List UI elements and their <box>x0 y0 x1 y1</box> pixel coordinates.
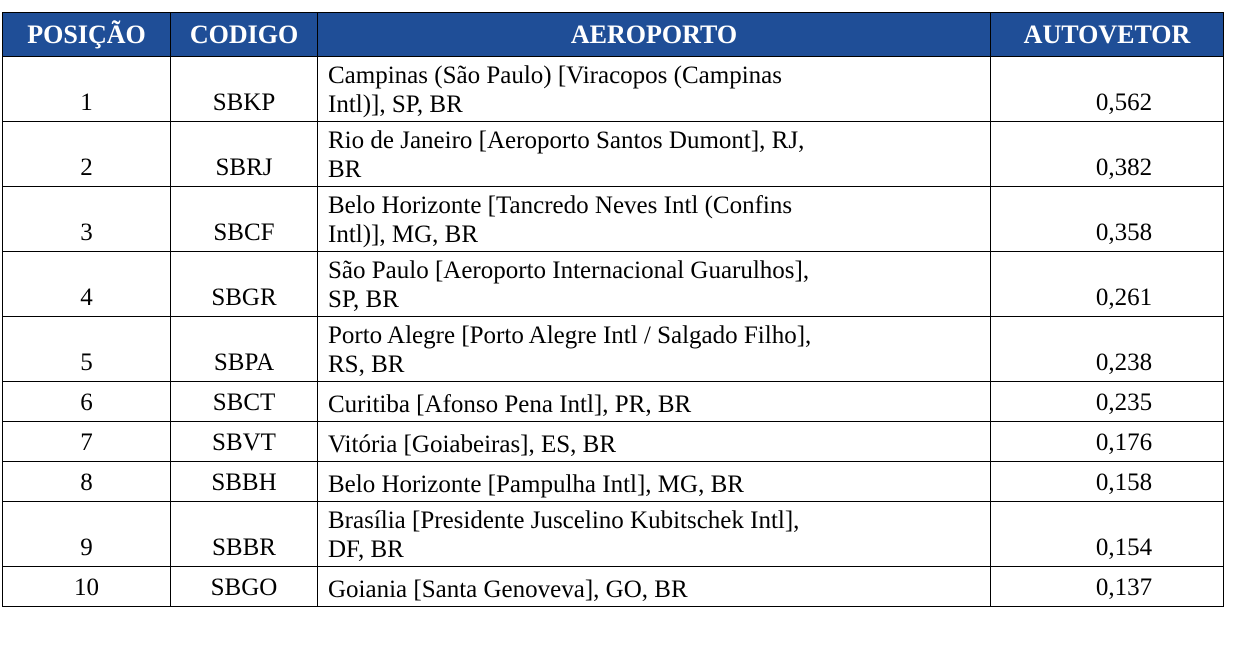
airport-line-1: Campinas (São Paulo) [Viracopos (Campinas <box>328 62 782 89</box>
position-cell: 6 <box>3 382 171 422</box>
table-row <box>3 422 1224 462</box>
position-cell: 4 <box>3 252 171 317</box>
table-row <box>3 57 1224 122</box>
table-row <box>3 187 1224 252</box>
eigenvector-cell: 0,238 <box>991 317 1224 382</box>
airport-cell <box>318 252 991 317</box>
eigenvector-cell: 0,235 <box>991 382 1224 422</box>
airport-line-1: São Paulo [Aeroporto Internacional Guarulhos], <box>328 257 810 284</box>
code-cell: SBRJ <box>171 122 318 187</box>
table-row <box>3 382 1224 422</box>
position-cell: 5 <box>3 317 171 382</box>
table-row <box>3 462 1224 502</box>
position-cell: 1 <box>3 57 171 122</box>
airport-cell <box>318 57 991 122</box>
eigenvector-cell: 0,261 <box>991 252 1224 317</box>
header-airport: AEROPORTO <box>318 13 991 57</box>
position-cell: 10 <box>3 567 171 607</box>
eigenvector-cell: 0,176 <box>991 422 1224 462</box>
position-cell: 3 <box>3 187 171 252</box>
airport-cell: Curitiba [Afonso Pena Intl], PR, BR <box>318 382 991 422</box>
eigenvector-cell: 0,382 <box>991 122 1224 187</box>
position-cell: 2 <box>3 122 171 187</box>
code-cell: SBGO <box>171 567 318 607</box>
position-cell: 8 <box>3 462 171 502</box>
code-cell: SBGR <box>171 252 318 317</box>
airport-cell <box>318 187 991 252</box>
table-row <box>3 502 1224 567</box>
header-position: POSIÇÃO <box>3 13 171 57</box>
table-row <box>3 122 1224 187</box>
eigenvector-cell: 0,562 <box>991 57 1224 122</box>
code-cell: SBVT <box>171 422 318 462</box>
airport-line-2: RS, BR <box>328 351 405 378</box>
table-row <box>3 317 1224 382</box>
airport-line-2: Intl)], SP, BR <box>328 91 463 118</box>
airport-cell <box>318 317 991 382</box>
code-cell: SBKP <box>171 57 318 122</box>
airport-cell: Vitória [Goiabeiras], ES, BR <box>318 422 991 462</box>
airport-eigenvector-table <box>2 12 1224 607</box>
header-eigenvector: AUTOVETOR <box>991 13 1224 57</box>
airport-cell <box>318 502 991 567</box>
code-cell: SBCF <box>171 187 318 252</box>
airport-line-2: DF, BR <box>328 536 404 563</box>
table-row <box>3 567 1224 607</box>
eigenvector-cell: 0,137 <box>991 567 1224 607</box>
position-cell: 7 <box>3 422 171 462</box>
code-cell: SBPA <box>171 317 318 382</box>
airport-line-2: Intl)], MG, BR <box>328 221 478 248</box>
airport-line-1: Brasília [Presidente Juscelino Kubitschek Intl], <box>328 507 800 534</box>
table-header-row <box>3 13 1224 57</box>
airport-cell <box>318 122 991 187</box>
code-cell: SBCT <box>171 382 318 422</box>
airport-line-2: BR <box>328 156 362 183</box>
airport-cell: Belo Horizonte [Pampulha Intl], MG, BR <box>318 462 991 502</box>
eigenvector-cell: 0,154 <box>991 502 1224 567</box>
airport-line-1: Belo Horizonte [Tancredo Neves Intl (Confins <box>328 192 793 219</box>
position-cell: 9 <box>3 502 171 567</box>
eigenvector-cell: 0,158 <box>991 462 1224 502</box>
table-row <box>3 252 1224 317</box>
code-cell: SBBH <box>171 462 318 502</box>
airport-line-2: SP, BR <box>328 286 399 313</box>
airport-line-1: Porto Alegre [Porto Alegre Intl / Salgado Filho], <box>328 322 812 349</box>
airport-line-1: Rio de Janeiro [Aeroporto Santos Dumont], RJ, <box>328 127 805 154</box>
eigenvector-cell: 0,358 <box>991 187 1224 252</box>
header-code: CODIGO <box>171 13 318 57</box>
airport-cell: Goiania [Santa Genoveva], GO, BR <box>318 567 991 607</box>
code-cell: SBBR <box>171 502 318 567</box>
